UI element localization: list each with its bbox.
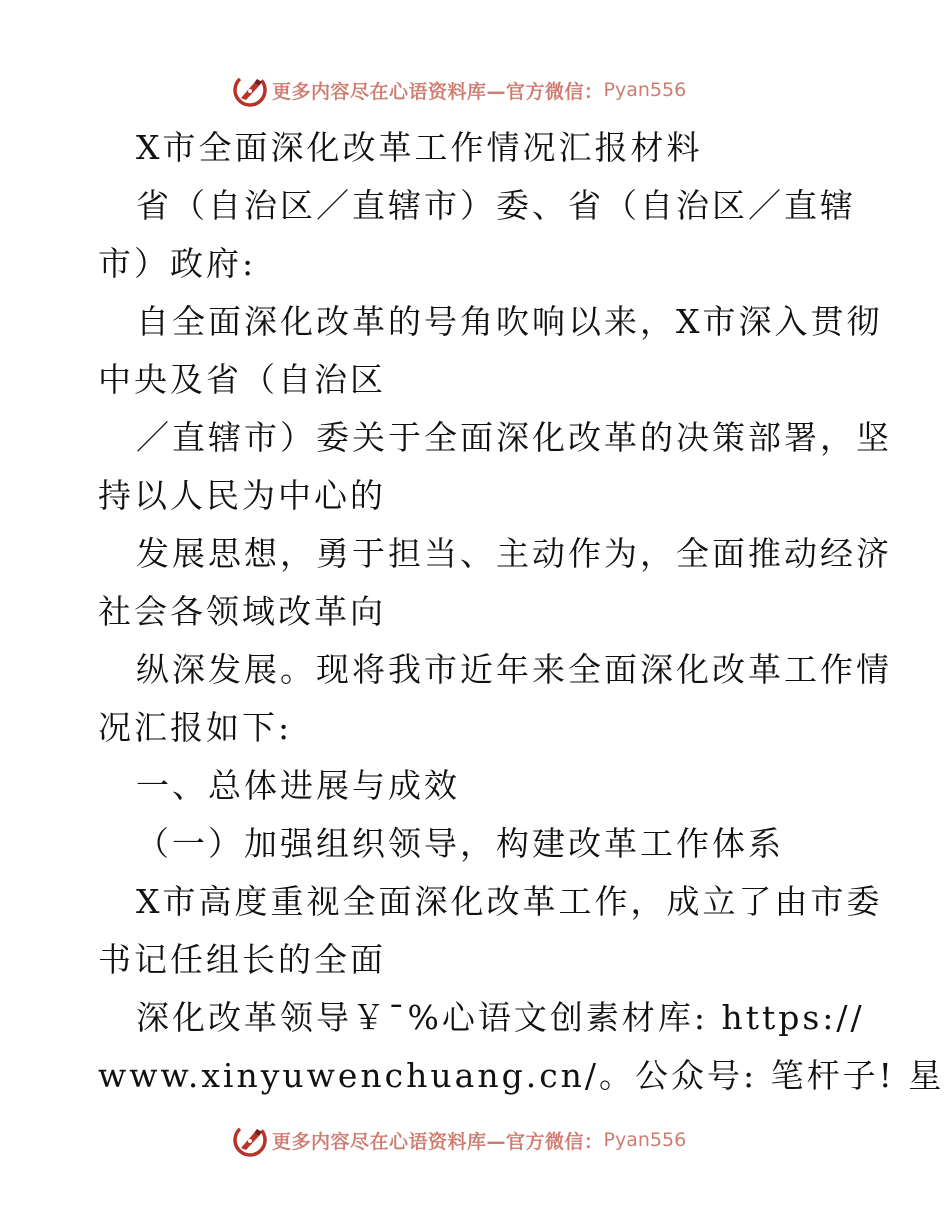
text-line: 社会各领域改革向 — [98, 592, 386, 631]
subsection-heading: （一）加强组织领导，构建改革工作体系 — [136, 824, 784, 863]
text-line: 况汇报如下: — [98, 708, 293, 747]
document-title: X市全面深化改革工作情况汇报材料 — [136, 128, 703, 167]
text-line: 持以人民为中心的 — [98, 476, 386, 515]
watermark-header — [232, 70, 686, 110]
text-line: 发展思想，勇于担当、主动作为，全面推动经济 — [136, 534, 892, 573]
text-line: 市）政府: — [98, 244, 257, 283]
watermark-wechat-id: Pyan556 — [603, 1129, 687, 1151]
text-line: ／直辖市）委关于全面深化改革的决策部署，坚 — [136, 418, 892, 457]
text-line: 书记任组长的全面 — [98, 940, 386, 979]
section-heading: 一、总体进展与成效 — [136, 766, 460, 805]
pen-nib-circle-icon — [232, 1122, 268, 1158]
text-line: 中央及省（自治区 — [98, 360, 386, 399]
watermark-footer — [232, 1120, 686, 1160]
text-line: www.xinyuwenchuang.cn/。公众号: 笔杆子! 星 — [98, 1056, 945, 1095]
text-line: 省（自治区／直辖市）委、省（自治区／直辖 — [136, 186, 856, 225]
text-line: 深化改革领导￥¯%心语文创素材库: https:// — [136, 998, 865, 1037]
watermark-wechat-id: Pyan556 — [603, 79, 687, 101]
watermark-text: 更多内容尽在心语资料库—官方微信： — [272, 1130, 604, 1153]
watermark-text: 更多内容尽在心语资料库—官方微信： — [272, 80, 604, 103]
text-line: 纵深发展。现将我市近年来全面深化改革工作情 — [136, 650, 892, 689]
pen-nib-circle-icon — [232, 72, 268, 108]
text-line: 自全面深化改革的号角吹响以来，X市深入贯彻 — [136, 302, 883, 341]
text-line: X市高度重视全面深化改革工作，成立了由市委 — [136, 882, 883, 921]
